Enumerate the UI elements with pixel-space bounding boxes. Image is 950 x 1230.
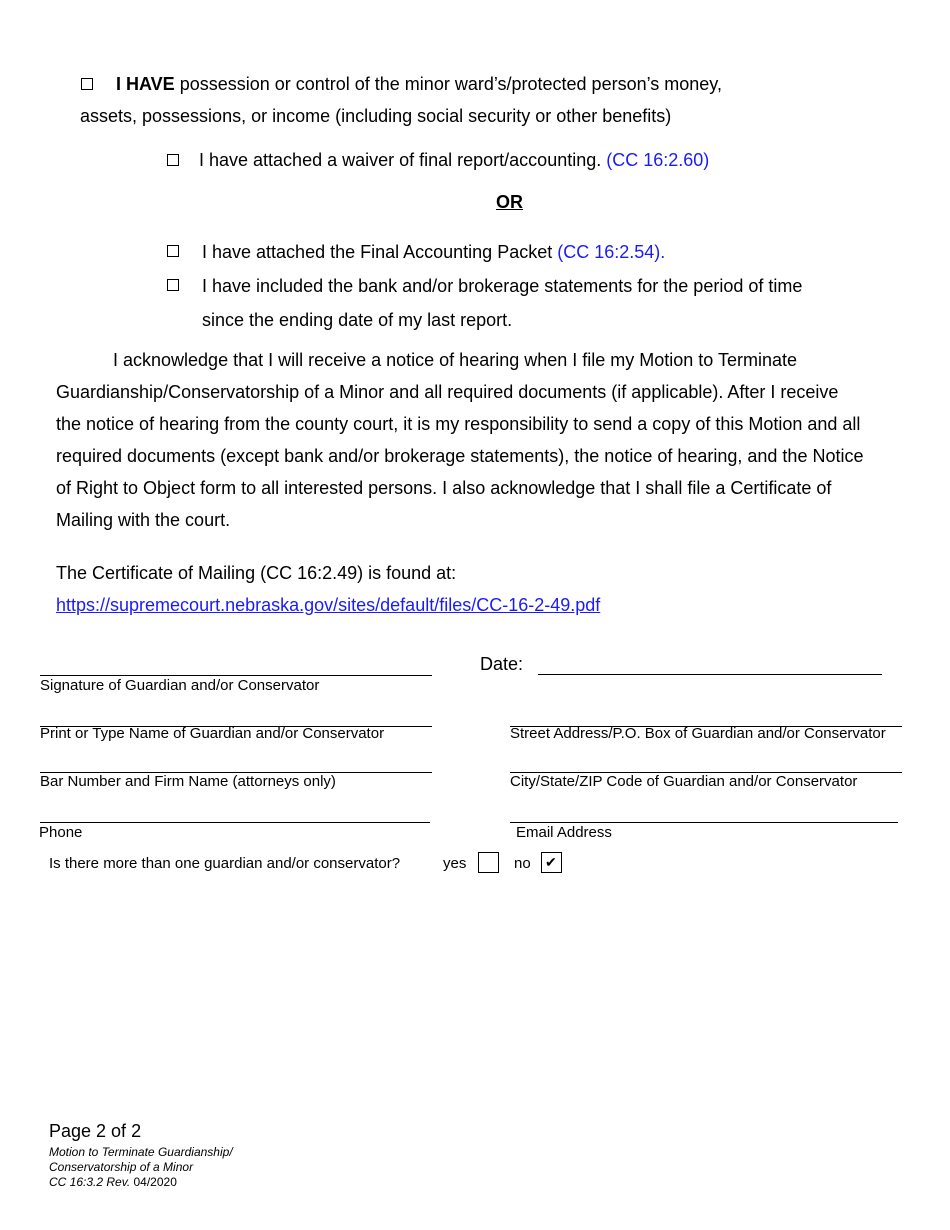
date-label: Date: bbox=[480, 654, 524, 674]
i-have-text: possession or control of the minor ward’s/protected person’s money, bbox=[174, 74, 722, 94]
signature-label: Signature of Guardian and/or Conservator bbox=[40, 677, 320, 694]
packet-ref: (CC 16:2.54) bbox=[557, 242, 661, 262]
signature-line[interactable] bbox=[40, 675, 432, 676]
form-revision: 04/2020 bbox=[130, 1175, 177, 1189]
certificate-text: The Certificate of Mailing (CC 16:2.49) is found at: bbox=[56, 563, 457, 583]
street-label: Street Address/P.O. Box of Guardian and/or Conservator bbox=[510, 725, 886, 742]
packet-period: . bbox=[660, 242, 666, 262]
statements-checkbox[interactable] bbox=[167, 279, 179, 291]
certificate-link[interactable]: https://supremecourt.nebraska.gov/sites/default/files/CC-16-2-49.pdf bbox=[56, 595, 601, 615]
form-code bbox=[49, 1175, 177, 1189]
yes-label: yes bbox=[443, 855, 467, 872]
ack-line2: Guardianship/Conservatorship of a Minor and all required documents (if applicable). After I receive bbox=[56, 382, 839, 402]
yes-checkbox[interactable] bbox=[478, 852, 499, 873]
phone-label: Phone bbox=[39, 824, 83, 841]
packet-option bbox=[202, 242, 665, 263]
or-label: OR bbox=[496, 192, 523, 212]
multiple-question: Is there more than one guardian and/or conservator? bbox=[49, 855, 401, 872]
city-label: City/State/ZIP Code of Guardian and/or Conservator bbox=[510, 773, 858, 790]
date-line[interactable] bbox=[538, 674, 882, 675]
form-code-text: CC 16:3.2 Rev. bbox=[49, 1175, 131, 1189]
print-name-label: Print or Type Name of Guardian and/or Conservator bbox=[40, 725, 385, 742]
i-have-checkbox[interactable] bbox=[81, 78, 93, 90]
no-checkbox[interactable] bbox=[541, 852, 562, 873]
ack-line3: the notice of hearing from the county court, it is my responsibility to send a copy of this Motion and all bbox=[56, 414, 861, 434]
packet-text: I have attached the Final Accounting Packet bbox=[202, 242, 558, 262]
ack-line6: Mailing with the court. bbox=[56, 510, 231, 530]
ack-line5: of Right to Object form to all interested persons. I also acknowledge that I shall file a Certificate of bbox=[56, 478, 832, 498]
waiver-checkbox[interactable] bbox=[167, 154, 179, 166]
bar-label: Bar Number and Firm Name (attorneys only) bbox=[40, 773, 336, 790]
packet-checkbox[interactable] bbox=[167, 245, 179, 257]
statements-line2: since the ending date of my last report. bbox=[202, 310, 513, 330]
email-label: Email Address bbox=[516, 824, 612, 841]
statements-line1: I have included the bank and/or brokerage statements for the period of time bbox=[202, 276, 803, 296]
form-title-line1: Motion to Terminate Guardianship/ bbox=[49, 1145, 233, 1159]
ack-line4: required documents (except bank and/or brokerage statements), the notice of hearing, and the Notice bbox=[56, 446, 864, 466]
i-have-line2: assets, possessions, or income (including social security or other benefits) bbox=[80, 106, 672, 126]
form-title-line2: Conservatorship of a Minor bbox=[49, 1160, 194, 1174]
i-have-line1 bbox=[116, 74, 722, 95]
waiver-ref: (CC 16:2.60) bbox=[606, 150, 710, 170]
email-line[interactable] bbox=[510, 822, 898, 823]
checkmark-icon: ✔ bbox=[545, 854, 557, 870]
phone-line[interactable] bbox=[40, 822, 430, 823]
i-have-bold: I HAVE bbox=[116, 74, 175, 94]
no-label: no bbox=[514, 855, 531, 872]
ack-line1: I acknowledge that I will receive a notice of hearing when I file my Motion to Terminate bbox=[113, 350, 798, 370]
page-number: Page 2 of 2 bbox=[49, 1121, 142, 1141]
waiver-option bbox=[199, 150, 709, 171]
waiver-text: I have attached a waiver of final report/accounting. bbox=[199, 150, 607, 170]
